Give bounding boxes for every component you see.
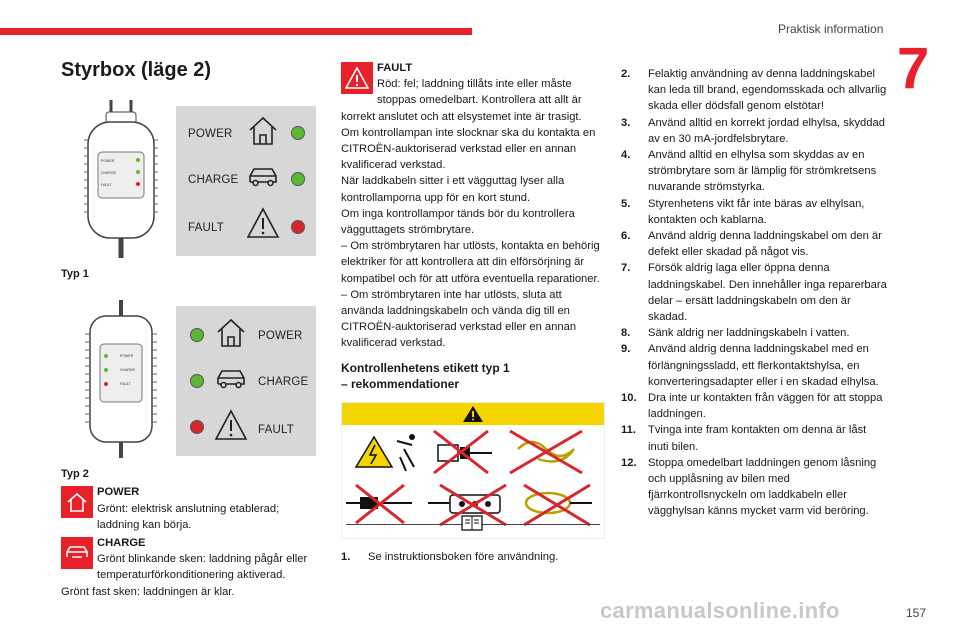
list-item: 10. Dra inte ur kontakten från väggen för att stoppa laddningen. xyxy=(621,392,883,421)
device-label-fault: FAULT xyxy=(120,382,131,387)
indicator-panel xyxy=(176,106,316,256)
panel-row-power xyxy=(176,114,316,154)
device-label-power: POWER xyxy=(101,159,115,163)
panel-row-fault xyxy=(176,206,316,246)
header-title: Praktisk information xyxy=(778,22,884,36)
device-label-power: POWER xyxy=(120,354,134,359)
label-section-title-line2: – rekommendationer xyxy=(341,376,460,391)
no-coiled-cable-icon xyxy=(510,431,582,473)
no-adapter-icon xyxy=(434,431,492,473)
column-left xyxy=(61,58,321,600)
fault-paragraph-4: Om inga kontrollampor tänds bör du kontrollera vägguttagets strömbrytare. xyxy=(341,207,575,237)
car-badge-icon xyxy=(61,537,93,569)
control-unit-label-image xyxy=(341,402,605,539)
figure-typ1 xyxy=(61,100,315,258)
fault-indicator-dot xyxy=(291,220,305,234)
label-section-title xyxy=(341,360,606,392)
power-text: Grönt: elektrisk anslutning etablerad; laddning kan börja. xyxy=(97,502,280,531)
no-extension-icon xyxy=(346,485,412,523)
fault-title: FAULT xyxy=(377,62,413,74)
fault-paragraph-3: När laddkabeln sitter i ett vägguttag lyser alla kontrollamporna upp för en kort stund. xyxy=(341,175,565,204)
list-item: 6. Använd aldrig denna laddningskabel om den är defekt eller skadad på något vis. xyxy=(621,230,882,259)
warning-badge-icon xyxy=(341,62,373,94)
panel-row-fault xyxy=(176,406,316,446)
list-item: 2. Felaktig användning av denna laddningskabel kan leda till brand, egendomsskada och allvarlig skada eller dödsfall genom elstötar! xyxy=(621,68,887,113)
fault-paragraph-1: Röd: fel; laddning tillåts inte eller måste stoppas omedelbart. Kontrollera att allt är korrekt anslutet och att elsystemet inte är trasigt. xyxy=(341,78,582,123)
home-icon xyxy=(214,316,248,350)
section-title: Styrbox (läge 2) xyxy=(61,59,212,81)
car-icon xyxy=(214,362,248,396)
page-number: 157 xyxy=(906,606,927,620)
fault-paragraph-2: Om kontrollampan inte slocknar ska du kontakta en CITROËN-auktoriserad verkstad eller en annan kvalificerad verkstad. xyxy=(341,126,596,172)
car-icon xyxy=(246,160,280,194)
list-item: 8. Sänk aldrig ner laddningskabeln i vatten. xyxy=(621,327,850,340)
column-right xyxy=(621,66,889,520)
control-box-illustration-typ2 xyxy=(76,300,166,458)
list-item: 11. Tvinga inte fram kontakten om denna är låst inuti bilen. xyxy=(621,424,867,453)
device-label-fault: FAULT xyxy=(101,183,112,187)
panel-label-fault: FAULT xyxy=(188,222,224,234)
panel-row-charge xyxy=(176,360,316,400)
panel-label-fault: FAULT xyxy=(258,424,294,437)
charge-text-1: Grönt blinkande sken: laddning pågår eller temperaturförkonditionering aktiverad. xyxy=(97,553,308,582)
column-middle xyxy=(341,58,606,565)
no-cable-reel-icon xyxy=(524,485,592,525)
watermark: carmanualsonline.info xyxy=(600,598,840,623)
header-accent-bar xyxy=(0,28,472,35)
list-item: 4. Använd alltid en elhylsa som skyddas av en strömbrytare som är lämplig för strömkretsens nuvarande strömstyrka. xyxy=(621,149,877,194)
power-note xyxy=(61,484,321,533)
warning-triangle-icon xyxy=(462,405,484,423)
panel-row-charge xyxy=(176,160,316,200)
figure-typ2 xyxy=(61,300,315,458)
fault-note xyxy=(341,60,606,352)
warning-triangle-icon xyxy=(246,206,280,240)
power-indicator-dot xyxy=(190,328,204,342)
panel-label-power: POWER xyxy=(258,330,303,343)
recommendation-list-start xyxy=(341,549,606,565)
label-warning-strip xyxy=(342,403,604,425)
charge-indicator-dot xyxy=(190,374,204,388)
warning-triangle-icon xyxy=(214,408,248,442)
fault-indicator-dot xyxy=(190,420,204,434)
power-indicator-dot xyxy=(291,126,305,140)
indicator-panel-typ2 xyxy=(176,306,316,456)
home-badge-icon xyxy=(61,486,93,518)
device-label-charge: CHARGE xyxy=(120,368,135,373)
fault-paragraph-6: – Om strömbrytaren inte har utlösts, sluta att använda laddningskabeln och vända dig till en CITROËN-auktoriserad verkstad eller en annan kvalificerad verkstad. xyxy=(341,288,577,350)
list-item: 1. Se instruktionsboken före användning. xyxy=(341,550,559,563)
figure-caption-typ1: Typ 1 xyxy=(61,268,89,280)
list-item: 12. Stoppa omedelbart laddningen genom låsning och upplåsning av bilen med fjärrkontrollsnyckeln om laddkabeln eller vägghylsan känns mycket varm vid beröring. xyxy=(621,456,877,518)
list-item: 7. Försök aldrig laga eller öppna denna laddningskabel. Den innehåller inga reparerbara delar – ersätt laddningskabeln om den är skadad. xyxy=(621,262,887,324)
list-item: 9. Använd aldrig denna laddningskabel med en förlängningssladd, ett flerkontaktshylsa, en konverteringsadapter eller i en skadad elhylsa. xyxy=(621,343,879,388)
list-item: 3. Använd alltid en korrekt jordad elhylsa, skyddad av en 30 mA-jordfelsbrytare. xyxy=(621,116,885,145)
charge-indicator-dot xyxy=(291,172,305,186)
panel-label-power: POWER xyxy=(188,128,233,140)
charge-title: CHARGE xyxy=(97,537,146,550)
chapter-number: 7 xyxy=(897,36,930,101)
charge-note xyxy=(61,535,321,600)
home-icon xyxy=(246,114,280,148)
charge-text-2: Grönt fast sken: laddningen är klar. xyxy=(61,585,235,598)
recommendation-list xyxy=(621,66,889,520)
label-section-title-line1: Kontrollenhetens etikett typ 1 xyxy=(341,360,510,375)
electric-shock-icon xyxy=(356,434,415,471)
panel-row-power xyxy=(176,314,316,354)
list-item: 5. Styrenhetens vikt får inte bäras av elhylsan, kontakten och kablarna. xyxy=(621,197,865,226)
power-title: POWER xyxy=(97,486,140,499)
figure-caption-typ2: Typ 2 xyxy=(61,468,89,481)
fault-paragraph-5: – Om strömbrytaren har utlösts, kontakta en behörig elektriker för att kontrollera att din elförsörjning är kompatibel och för att utföra eventuella reparationer. xyxy=(341,240,600,285)
device-label-charge: CHARGE xyxy=(101,171,116,175)
book-icon xyxy=(460,514,484,532)
panel-label-charge: CHARGE xyxy=(258,376,309,389)
control-box-illustration xyxy=(76,100,166,258)
panel-label-charge: CHARGE xyxy=(188,174,239,186)
